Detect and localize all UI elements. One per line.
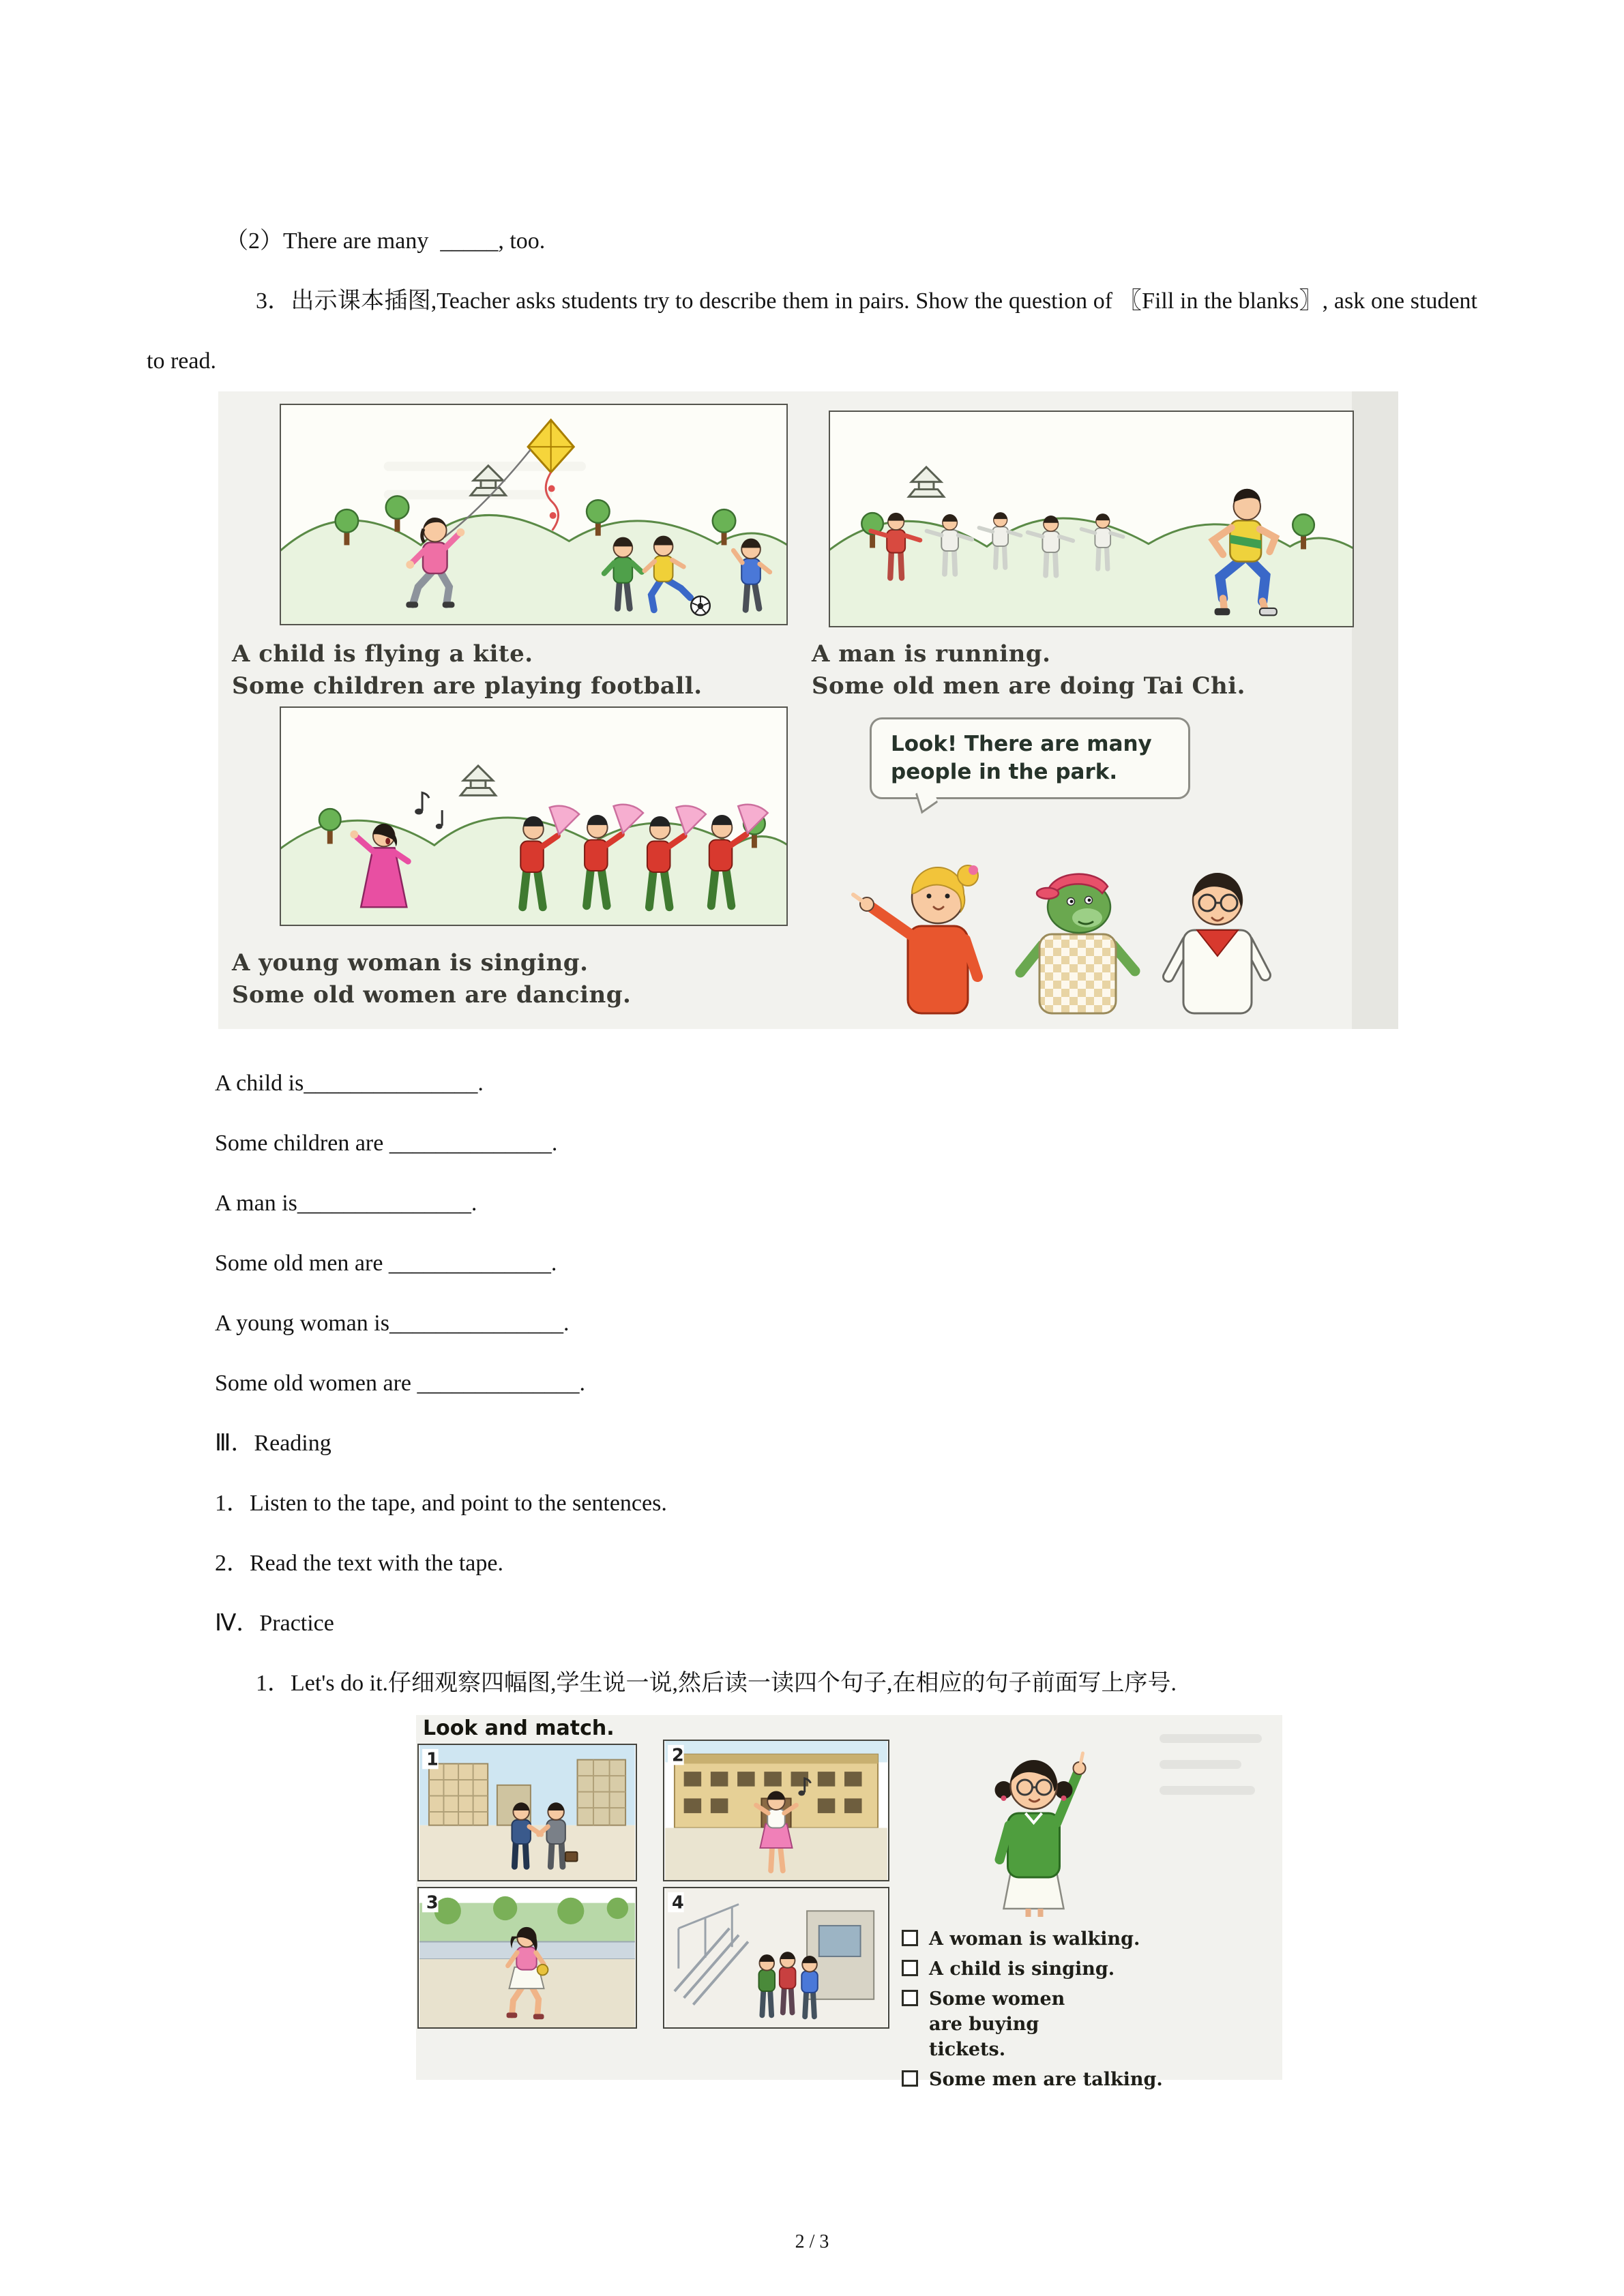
panel-number: 4 bbox=[672, 1892, 684, 1913]
panel-running-taichi bbox=[829, 411, 1354, 627]
speech-bubble-line: people in the park. bbox=[891, 760, 1118, 784]
fill-blank-line: Some old men are ______________. bbox=[215, 1251, 557, 1276]
caption-line: Some children are playing football. bbox=[232, 672, 703, 700]
singing-dancing-illustration bbox=[281, 708, 786, 925]
lm-panel-woman-walking bbox=[417, 1887, 637, 2029]
look-and-match-figure bbox=[416, 1715, 1282, 2090]
child-singing-illustration bbox=[664, 1741, 888, 1880]
look-and-match-title: Look and match. bbox=[423, 1716, 615, 1740]
scan-edge-strip bbox=[1352, 391, 1398, 1029]
caption-kite-football bbox=[232, 638, 703, 702]
page-number: 2 / 3 bbox=[795, 2231, 829, 2252]
checkbox-icon bbox=[902, 1960, 918, 1976]
match-sentence-row bbox=[902, 1926, 1163, 1952]
checkbox-icon bbox=[902, 2070, 918, 2087]
fill-blank-line: A man is_______________. bbox=[215, 1191, 477, 1216]
caption-line: A young woman is singing. bbox=[232, 949, 589, 976]
speech-bubble-line: Look! There are many bbox=[891, 732, 1152, 756]
caption-line: Some old women are dancing. bbox=[232, 981, 632, 1009]
checkbox-icon bbox=[902, 1930, 918, 1946]
men-talking-illustration bbox=[419, 1745, 636, 1880]
scan-bleed bbox=[1160, 1734, 1262, 1743]
fill-in-the-blanks bbox=[147, 1054, 1477, 1414]
practice-item: 1．Let's do it.仔细观察四幅图,学生说一说,然后读一读四个句子,在相应的句子前面写上序号. bbox=[256, 1671, 1177, 1696]
match-sentence: A woman is walking. bbox=[929, 1928, 1140, 1950]
caption-line: A child is flying a kite. bbox=[232, 640, 533, 668]
match-sentences bbox=[902, 1926, 1163, 2097]
buying-tickets-illustration bbox=[664, 1888, 888, 2027]
match-sentence: A child is singing. bbox=[929, 1958, 1115, 1980]
lm-panel-men-talking bbox=[417, 1744, 637, 1881]
scan-bleed bbox=[1160, 1786, 1255, 1795]
textbook-illustration bbox=[218, 391, 1398, 1029]
scan-bleed bbox=[1160, 1760, 1241, 1769]
instruction-paragraph: 3．出示课本插图,Teacher asks students try to describe them in pairs. Show the question of 〖Fill in the blanks〗, ask one student to read. bbox=[147, 288, 1477, 374]
fill-blank-line: A young woman is_______________. bbox=[215, 1311, 570, 1336]
caption-line: A man is running. bbox=[812, 640, 1051, 668]
match-sentence-row bbox=[902, 2067, 1163, 2092]
match-sentence: Some women are buying tickets. bbox=[929, 1988, 1065, 2060]
panel-number: 2 bbox=[672, 1745, 684, 1766]
panel-number: 3 bbox=[426, 1892, 439, 1913]
blank-sentence-2: （2）There are many _____, too. bbox=[225, 228, 546, 254]
girl-pointing-figure bbox=[853, 865, 978, 1013]
panel-kite-football bbox=[280, 404, 788, 625]
fill-blank-line: Some old women are ______________. bbox=[215, 1371, 585, 1396]
caption-line: Some old men are doing Tai Chi. bbox=[812, 672, 1246, 700]
ticket-window bbox=[819, 1926, 861, 1956]
match-sentence-row bbox=[902, 1956, 1163, 1982]
pointing-girl bbox=[960, 1715, 1114, 1920]
panel-number: 1 bbox=[426, 1749, 439, 1770]
reading-item-1: 1．Listen to the tape, and point to the sentences. bbox=[215, 1491, 667, 1516]
pointing-girl-illustration bbox=[960, 1715, 1114, 1920]
reading-item-2: 2．Read the text with the tape. bbox=[215, 1551, 503, 1576]
cartoon-characters bbox=[832, 809, 1310, 1024]
woman-walking-illustration bbox=[419, 1888, 636, 2027]
characters-illustration bbox=[832, 809, 1310, 1024]
lm-panel-buying-tickets bbox=[663, 1887, 889, 2029]
speech-bubble bbox=[870, 717, 1190, 799]
checkbox-icon bbox=[902, 1990, 918, 2006]
boy-glasses-figure bbox=[1168, 873, 1265, 1013]
caption-running-taichi bbox=[812, 638, 1245, 702]
caption-singing-dancing bbox=[232, 947, 631, 1011]
practice-heading: Ⅳ．Practice bbox=[215, 1611, 334, 1636]
panel-singing-dancing bbox=[280, 706, 788, 926]
running-taichi-illustration bbox=[830, 412, 1353, 626]
lm-panel-child-singing bbox=[663, 1740, 889, 1881]
fill-blank-line: A child is_______________. bbox=[215, 1071, 484, 1096]
kite-football-illustration bbox=[281, 405, 786, 624]
handbag-icon bbox=[537, 1965, 548, 1976]
fill-blank-line: Some children are ______________. bbox=[215, 1131, 558, 1156]
turtle-figure bbox=[1020, 874, 1135, 1013]
match-sentence: Some men are talking. bbox=[929, 2069, 1163, 2090]
match-sentence-row bbox=[902, 1986, 1163, 2062]
reading-heading: Ⅲ．Reading bbox=[215, 1431, 331, 1456]
soccer-ball-icon bbox=[691, 597, 710, 616]
